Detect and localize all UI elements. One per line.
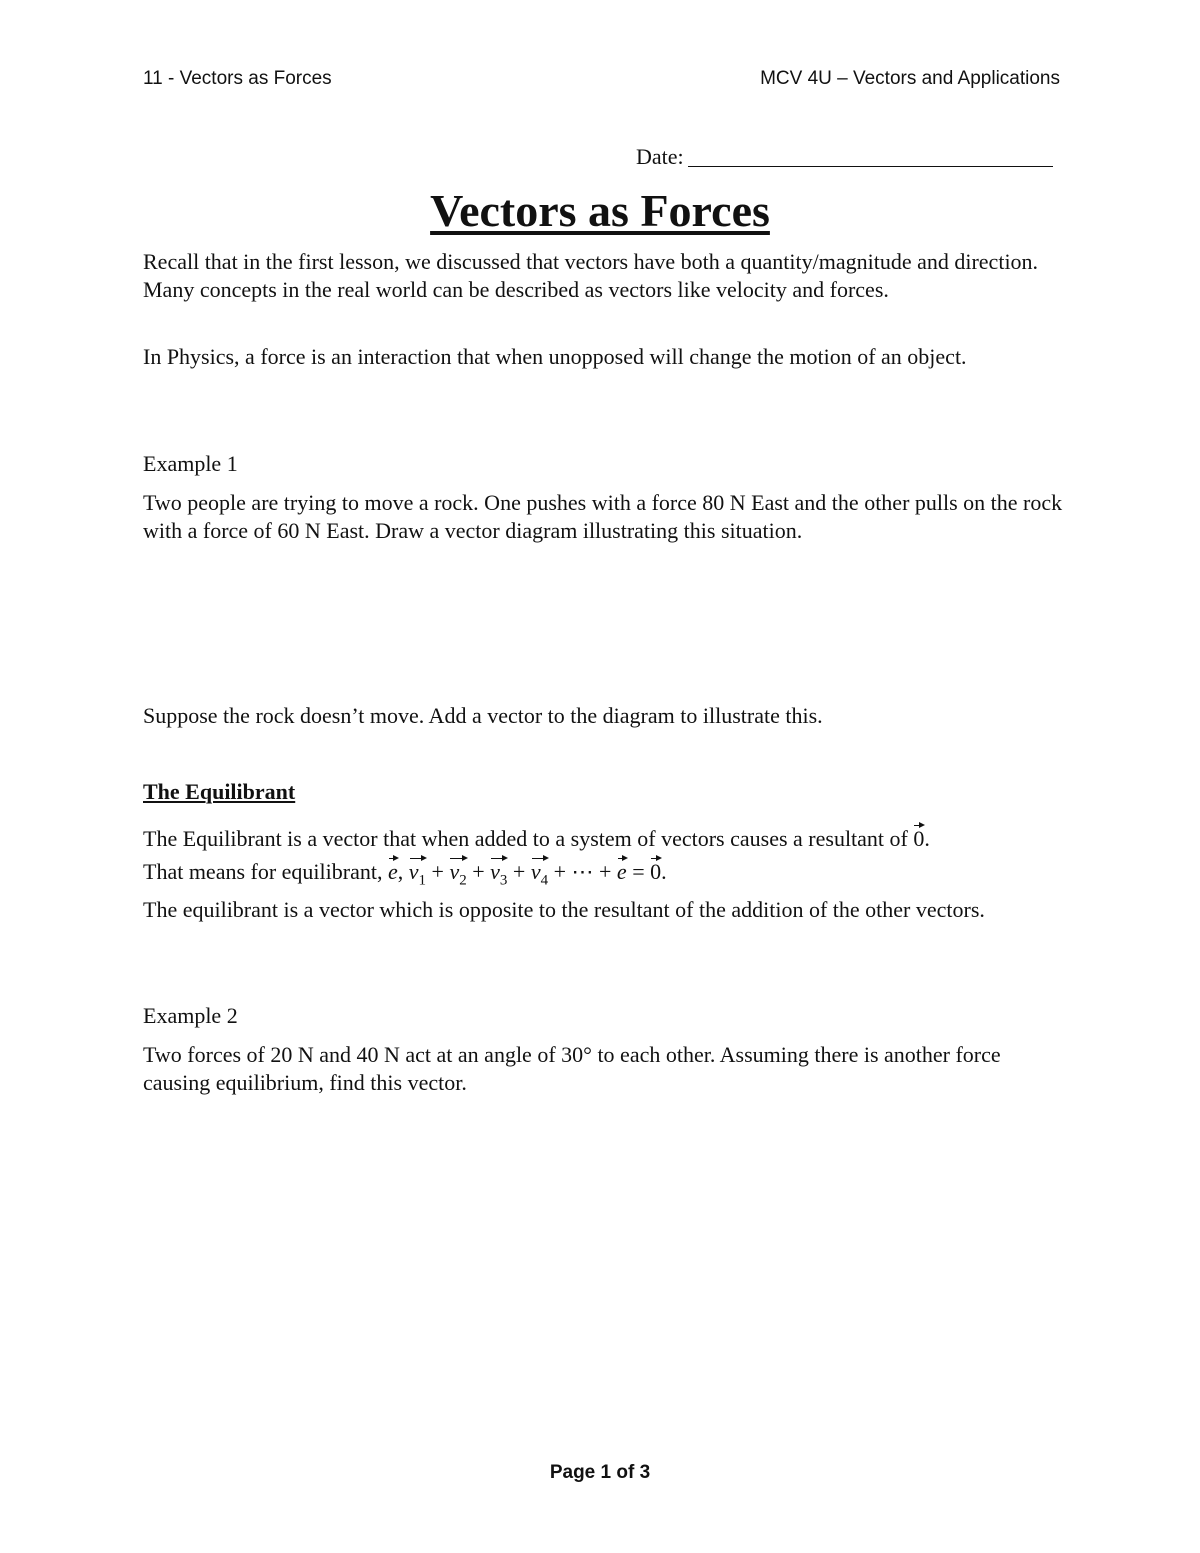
comma: , bbox=[397, 859, 409, 884]
vector-v4 bbox=[531, 856, 548, 894]
page-number: Page 1 of 3 bbox=[549, 1462, 651, 1483]
example-2-label: Example 2 bbox=[143, 1003, 238, 1028]
plus: + bbox=[426, 859, 450, 884]
v-symbol: v bbox=[490, 859, 500, 884]
intro-paragraph-1: Recall that in the first lesson, we discussed that vectors have both a quantity/magnitude and direction. Many concepts in the real world can be described as vectors like velocity and forces. bbox=[143, 249, 1039, 302]
subscript: 4 bbox=[540, 872, 549, 889]
zero-vector: 0 bbox=[913, 823, 924, 853]
plus: + bbox=[548, 859, 572, 884]
equals: = bbox=[626, 859, 651, 884]
example-1-label: Example 1 bbox=[143, 451, 238, 476]
vector-v2 bbox=[449, 856, 466, 894]
header-left: 11 - Vectors as Forces bbox=[143, 68, 332, 89]
example-1-text: Two people are trying to move a rock. One pushes with a force 80 N East and the other pulls on the rock with a force of 60 N East. Draw a vector diagram illustrating this situation. bbox=[143, 490, 1063, 543]
zero-vector: 0 bbox=[650, 856, 661, 886]
vector-v3 bbox=[490, 856, 507, 894]
intro-paragraph-2: In Physics, a force is an interaction that when unopposed will change the motion of an object. bbox=[143, 344, 967, 369]
vector-v1 bbox=[409, 856, 426, 894]
equilibrant-line-1: The Equilibrant is a vector that when added to a system of vectors causes a resultant of bbox=[143, 826, 914, 851]
vector-e: e bbox=[388, 856, 398, 886]
ellipsis: ⋯ bbox=[571, 859, 594, 884]
equilibrant-definition bbox=[143, 823, 1063, 853]
v-symbol: v bbox=[408, 859, 419, 884]
period: . bbox=[924, 826, 930, 851]
period: . bbox=[661, 859, 667, 884]
equation-prefix: That means for equilibrant, bbox=[143, 859, 388, 884]
page-title: Vectors as Forces bbox=[430, 185, 770, 236]
example-2-text: Two forces of 20 N and 40 N act at an angle of 30° to each other. Assuming there is another force causing equilibrium, find this vector. bbox=[143, 1042, 1001, 1095]
equilibrant-equation bbox=[143, 856, 1063, 894]
subscript: 3 bbox=[499, 872, 508, 889]
plus: + bbox=[593, 859, 617, 884]
subscript: 2 bbox=[459, 872, 467, 889]
date-field bbox=[636, 144, 1053, 170]
header-right: MCV 4U – Vectors and Applications bbox=[760, 68, 1060, 89]
example-1-followup: Suppose the rock doesn’t move. Add a vector to the diagram to illustrate this. bbox=[143, 703, 823, 728]
date-blank bbox=[688, 166, 1053, 167]
subscript: 1 bbox=[418, 872, 427, 889]
plus: + bbox=[466, 859, 491, 884]
equilibrant-heading: The Equilibrant bbox=[143, 779, 296, 804]
vector-e: e bbox=[617, 856, 627, 886]
v-symbol: v bbox=[530, 859, 541, 884]
equilibrant-text: The equilibrant is a vector which is opposite to the resultant of the addition of the other vectors. bbox=[143, 897, 985, 922]
date-label: Date: bbox=[636, 144, 684, 169]
plus: + bbox=[507, 859, 531, 884]
v-symbol: v bbox=[449, 859, 460, 884]
